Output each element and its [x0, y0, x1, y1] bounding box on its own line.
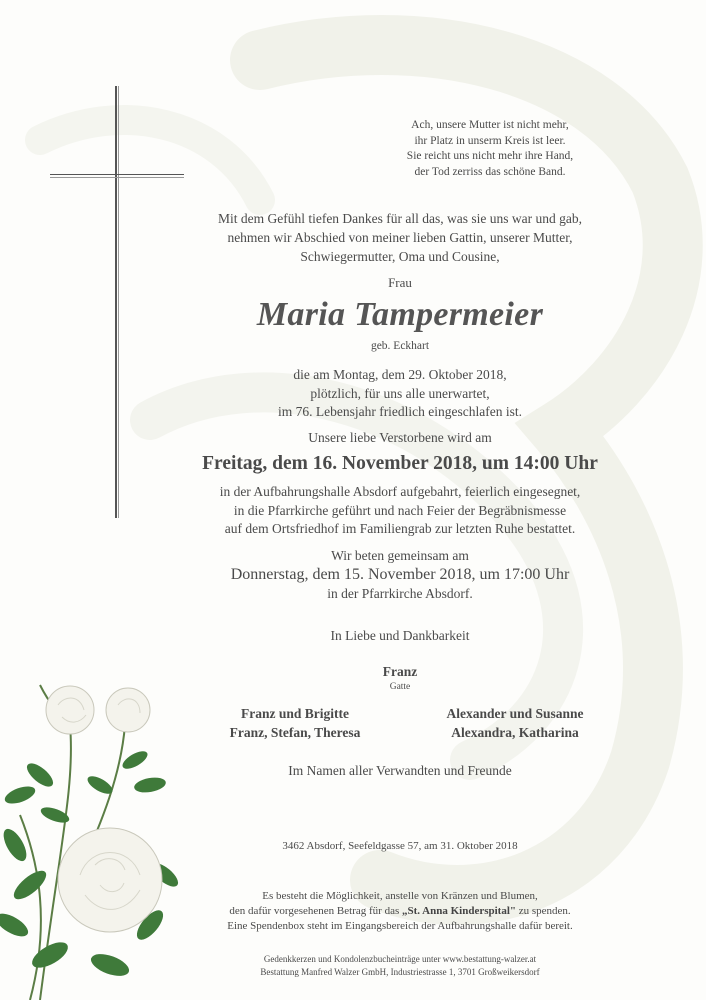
deceased-name: Maria Tampermeier: [256, 296, 544, 333]
footer-line: Gedenkkerzen und Kondolenzbucheinträge unter www.bestattung-walzer.at: [263, 954, 537, 964]
funeral-intro: Unsere liebe Verstorbene wird am: [308, 430, 492, 445]
funeral-description-line: in die Pfarrkirche geführt und nach Feier der Begräbnismesse: [233, 502, 567, 518]
death-notice-line: plötzlich, für uns alle unerwartet,: [310, 385, 490, 401]
prayer-intro: Wir beten gemeinsam am: [331, 548, 469, 563]
birth-name: geb. Eckhart: [370, 340, 430, 352]
mourner-line: Franz, Stefan, Theresa: [229, 725, 361, 740]
funeral-description-line: in der Aufbahrungshalle Absdorf aufgebahrt, feierlich eingesegnet,: [219, 484, 581, 499]
intro-text: [150, 209, 650, 266]
poem-line: Ach, unsere Mutter ist nicht mehr,: [411, 119, 569, 131]
funeral-description: [150, 483, 650, 539]
mourner-line: Alexander und Susanne: [446, 706, 584, 721]
relatives-line: Im Namen aller Verwandten und Freunde: [288, 763, 512, 778]
donation-text: zu spenden.: [516, 905, 571, 917]
donation-line: Es besteht die Möglichkeit, anstelle von Kränzen und Blumen,: [262, 890, 538, 902]
poem-line: Sie reicht uns nicht mehr ihre Hand,: [406, 150, 574, 162]
intro-line: Schwiegermutter, Oma und Cousine,: [300, 249, 500, 264]
intro-line: Mit dem Gefühl tiefen Dankes für all das, was sie uns war und gab,: [217, 211, 583, 226]
mourner-main-name: Franz: [382, 664, 418, 679]
poem-line: der Tod zerriss das schöne Band.: [414, 165, 566, 178]
death-notice-line: die am Montag, dem 29. Oktober 2018,: [293, 367, 507, 382]
donation-line: Eine Spendenbox steht im Eingangsbereich der Aufbahrungshalle dafür bereit.: [227, 920, 573, 932]
poem: [370, 118, 610, 180]
funeral-description-line: auf dem Ortsfriedhof im Familiengrab zur letzten Ruhe bestattet.: [224, 521, 576, 536]
funeral-date: Freitag, dem 16. November 2018, um 14:00 Uhr: [202, 453, 598, 474]
death-notice-line: im 76. Lebensjahr friedlich eingeschlafen ist.: [277, 404, 523, 419]
poem-line: ihr Platz in unserm Kreis ist leer.: [414, 134, 566, 147]
prayer-date: Donnerstag, dem 15. November 2018, um 17:00 Uhr: [230, 566, 570, 583]
mourner-line: Franz und Brigitte: [241, 706, 349, 721]
cross-horizontal-bar: [50, 174, 184, 175]
donation-text: den dafür vorgesehenen Betrag für das: [229, 905, 402, 917]
mourner-line: Alexandra, Katharina: [451, 725, 579, 740]
footer-line: Bestattung Manfred Walzer GmbH, Industriestrasse 1, 3701 Großweikersdorf: [260, 967, 540, 977]
cross-vertical-shadow: [118, 86, 119, 518]
charity-name: „St. Anna Kinderspital": [402, 905, 516, 917]
cross-horizontal-shadow: [50, 177, 184, 178]
salutation: Frau: [388, 275, 412, 290]
intro-line: nehmen wir Abschied von meiner lieben Gattin, unserer Mutter,: [227, 230, 573, 245]
donation-notice: [150, 889, 650, 934]
mourners-right-column: [410, 704, 620, 742]
white-roses-illustration: [0, 665, 200, 1000]
mourners-left-column: [190, 704, 400, 742]
donation-line: [150, 904, 650, 919]
prayer-place: in der Pfarrkirche Absdorf.: [327, 586, 473, 601]
cross-vertical-bar: [115, 86, 117, 518]
closing-phrase: In Liebe und Dankbarkeit: [330, 628, 470, 643]
mourner-main-role: Gatte: [389, 682, 411, 692]
place-date: 3462 Absdorf, Seefeldgasse 57, am 31. Oktober 2018: [282, 840, 518, 852]
footer: [150, 953, 650, 979]
death-notice: [150, 366, 650, 422]
